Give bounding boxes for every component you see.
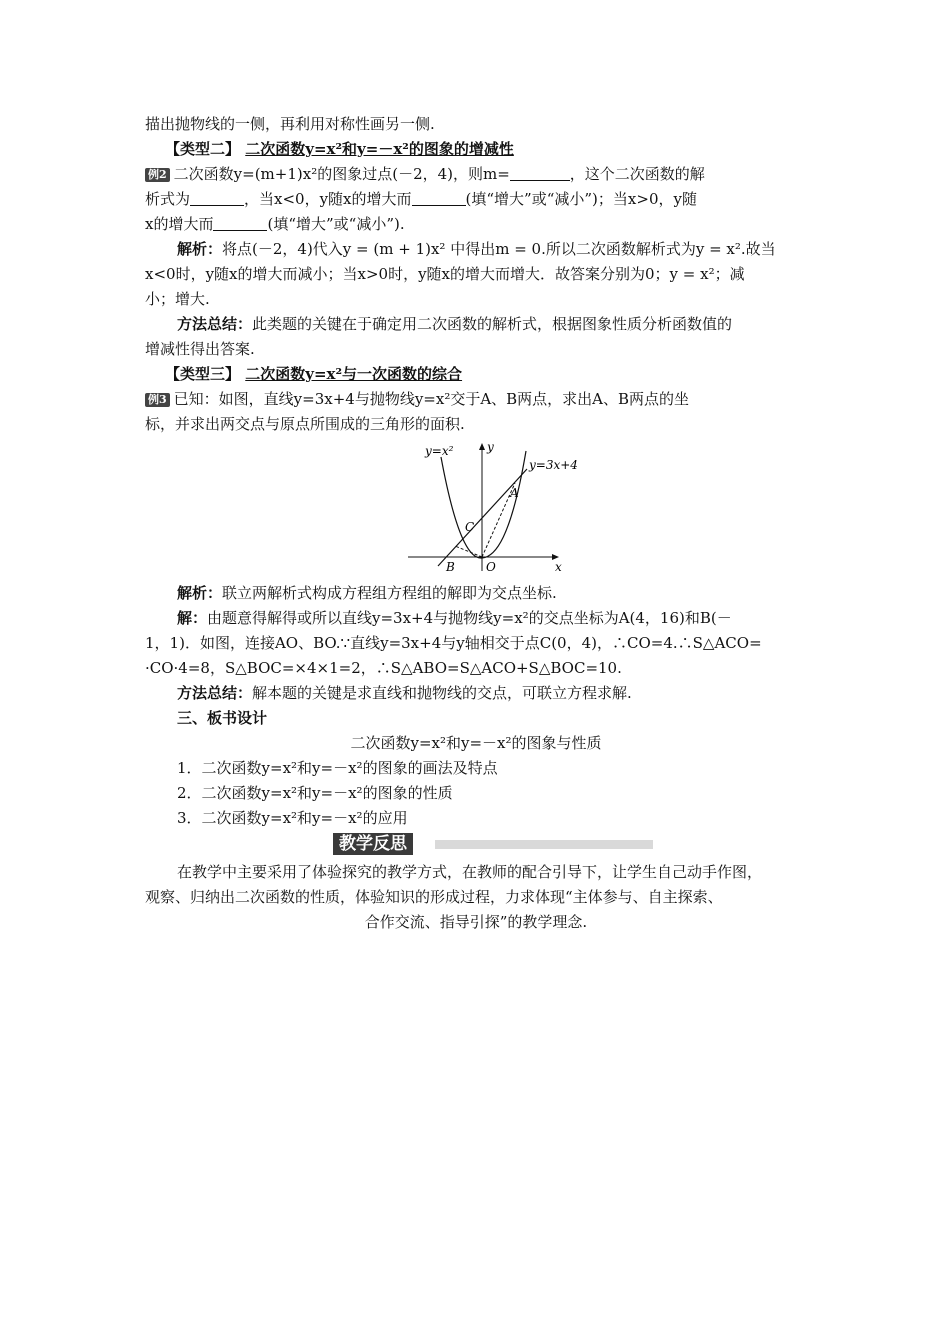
type3-heading — [145, 362, 807, 387]
answer3-line3: ·CO·4=8，S△BOC=×4×1=2，∴S△ABO=S△ACO+S△BOC=10. — [145, 659, 622, 677]
solution2-line1 — [145, 237, 807, 262]
reflection-banner — [145, 833, 807, 855]
answer-blank[interactable] — [190, 191, 244, 206]
text-line: 描出抛物线的一侧，再利用对称性画另一侧. — [145, 115, 435, 133]
example2-text-a: 二次函数y=(m+1)x²的图象过点(－2，4)，则m= — [173, 165, 510, 183]
example2-text-c: 析式为 — [145, 190, 191, 208]
type2-title: 二次函数y=x²和y=－x²的图象的增减性 — [245, 140, 514, 158]
section3-heading: 三、板书设计 — [177, 709, 268, 727]
board-item-3: 3．二次函数y=x²和y=－x²的应用 — [177, 809, 408, 827]
answer-blank[interactable] — [510, 166, 570, 181]
point-B-label: B — [446, 560, 455, 573]
graph-svg — [403, 439, 588, 573]
example2-text-b: ，这个二次函数的解 — [569, 165, 705, 183]
reflection-text — [145, 860, 807, 935]
point-A-label: A — [510, 486, 519, 500]
point-C-label: C — [465, 520, 475, 534]
graph-figure — [145, 439, 807, 575]
reflection-line1: 在教学中主要采用了体验探究的教学方式，在教师的配合引导下，让学生自己动手作图， — [177, 863, 763, 881]
board-title: 二次函数y=x²和y=－x²的图象与性质 — [350, 734, 602, 752]
banner-bar-decoration — [435, 840, 653, 849]
reflection-line2: 观察、归纳出二次函数的性质，体验知识的形成过程，力求体现“主体参与、自主探索、 — [145, 888, 723, 906]
answer3-line2: 1，1)．如图，连接AO、BO.∵直线y=3x+4与y轴相交于点C(0，4)，∴CO=4.∴S△ACO= — [145, 634, 762, 652]
parabola-curve — [441, 451, 526, 558]
example3-line1 — [145, 387, 807, 412]
solution2-line3: 小；增大. — [145, 290, 210, 308]
solution-label: 解析： — [177, 240, 223, 258]
board-item-1: 1．二次函数y=x²和y=－x²的图象的画法及特点 — [177, 759, 498, 777]
example2-text-g: (填“增大”或“减小”). — [267, 215, 405, 233]
solution-label: 解析： — [177, 584, 223, 602]
reflection-banner-title: 教学反思 — [333, 833, 413, 855]
solution2-line2: x<0时，y随x的增大而减小；当x>0时，y随x的增大而增大．故答案分别为0；y = x²；减 — [145, 265, 745, 283]
answer-blank[interactable] — [213, 216, 267, 231]
x-axis-label: x — [555, 560, 562, 573]
example2-text-d: ，当x<0，y随x的增大而 — [244, 190, 412, 208]
segment-BO — [455, 546, 482, 557]
origin-label: O — [486, 560, 496, 573]
example2-tag: 例2 — [145, 168, 170, 182]
document-body — [145, 112, 807, 873]
answer-blank[interactable] — [412, 191, 466, 206]
example3-tag: 例3 — [145, 393, 170, 407]
example2-line1 — [145, 162, 807, 187]
example2-line3 — [145, 212, 807, 237]
solution2-text-a: 将点(－2，4)代入y = (m + 1)x² 中得出m = 0.所以二次函数解析式为y = x².故当 — [222, 240, 776, 258]
answer3-line1 — [145, 606, 807, 631]
type3-label: 【类型三】 — [165, 365, 241, 383]
type3-title: 二次函数y=x²与一次函数的综合 — [245, 365, 463, 383]
line-label: y=3x+4 — [529, 458, 578, 472]
example2-text-f: x的增大而 — [145, 215, 214, 233]
summary-label: 方法总结： — [177, 315, 253, 333]
example3-line2: 标，并求出两交点与原点所围成的三角形的面积. — [145, 415, 465, 433]
board-item-2: 2．二次函数y=x²和y=－x²的图象的性质 — [177, 784, 453, 802]
summary2-text-a: 此类题的关键在于确定用二次函数的解析式，根据图象性质分析函数值的 — [252, 315, 733, 333]
reflection-line3: 合作交流、指导引探”的教学理念. — [364, 913, 588, 931]
solution3-line — [145, 581, 807, 606]
y-axis-label: y — [487, 440, 494, 454]
example2-text-e: (填“增大”或“减小”)；当x>0，y随 — [465, 190, 697, 208]
example3-text-a: 已知：如图，直线y=3x+4与抛物线y=x²交于A、B两点，求出A、B两点的坐 — [173, 390, 690, 408]
summary3-line — [145, 681, 807, 706]
summary2-line2: 增减性得出答案. — [145, 340, 255, 358]
parabola-label: y=x² — [425, 444, 454, 458]
answer3-text-a: 由题意得解得或所以直线y=3x+4与抛物线y=x²的交点坐标为A(4，16)和B(－ — [207, 609, 732, 627]
solution3-text: 联立两解析式构成方程组方程组的解即为交点坐标. — [222, 584, 557, 602]
summary2-line1 — [145, 312, 807, 337]
answer-label: 解： — [177, 609, 208, 627]
type2-label: 【类型二】 — [165, 140, 241, 158]
example2-line2 — [145, 187, 807, 212]
y-axis-arrow-icon — [479, 443, 485, 450]
summary-label: 方法总结： — [177, 684, 253, 702]
summary3-text: 解本题的关键是求直线和抛物线的交点，可联立方程求解. — [252, 684, 632, 702]
type2-heading — [145, 137, 807, 162]
